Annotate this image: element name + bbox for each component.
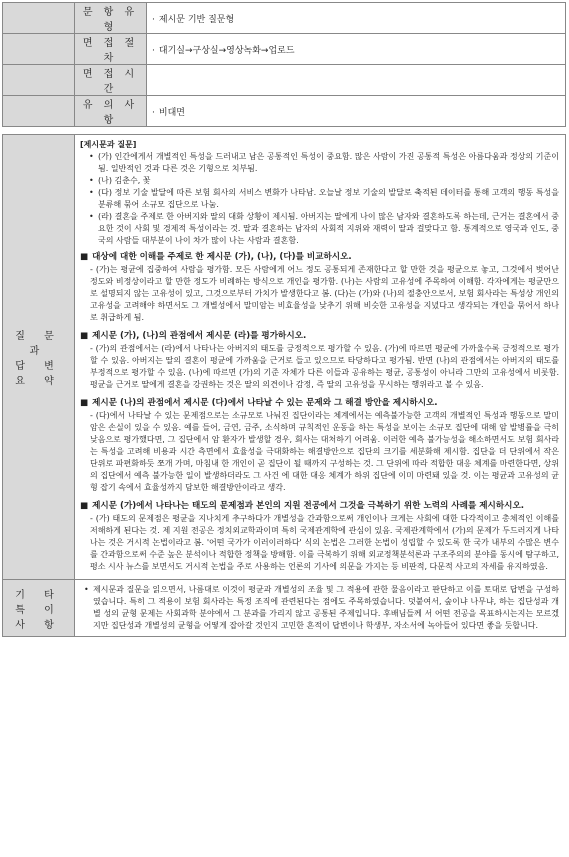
passage-item-text: (라) 결혼을 주제로 한 아버지와 딸의 대화 상황이 제시됨. 아버지는 딸에게 나이 많은 남자와 결혼하도록 하는데, 근거는 결혼에서 중요한 것이 사회 및 경제적 특성이라는 것. 딸과 결혼하는 남자의 사회적 지위와 재력이 딸과 걸맞다고 함. 통계적으로 영국과 인도, 중국의 사람들 대부분이 나이 차가 많이 나는 사람과 결혼함.: [98, 212, 559, 245]
notes-text: 비대면: [158, 107, 185, 118]
misc-item: [80, 584, 559, 632]
question-4-answer: - (가) 태도의 문제점은 평균을 지나치게 추구하다가 개별성을 간과함으로써 개인이나 크게는 사회에 대한 다각적이고 총체적인 이해를 저해하게 된다는 것. 제 지원 전공은 정치외교학과이며 특히 국제관계학에 관심이 있음. 국제관계학에서 (가)의 문제가 두드러지게 나타나는 것은 거시적 논법이라고 봄. '어떤 국가가 이러이러하다' 식의 논법은 그러한 논법이 성립할 수 있도록 한 국가 내부의 수많은 변수를 간과함으로써 수준 높은 분석이나 적합한 정책을 방해함. 이를 극복하기 위해 외교정책분석론과 구조주의의 분야를 동시에 탐구하고, 평소 시사 뉴스를 보면서도 거시적 논법을 주로 사용하는 언론의 기사에 의문을 가지는 등 비판적, 다문적 사고의 자세를 유지하였음.: [90, 514, 559, 571]
misc-label-line2: 특 이 사 항: [15, 604, 62, 631]
passage-title: [제시문과 질문]: [80, 140, 137, 149]
passage-item-text: (가) 인간에게서 개별적인 특성을 드러내고 남은 공통적인 특성이 중요함. 많은 사람이 가진 공통적 특성은 아름다움과 정상의 기준이 됨. 일반적인 것과 다른 것은 기형으로 치부됨.: [98, 152, 559, 173]
passage-item: [80, 187, 559, 211]
question-type-text: 제시문 기반 질문형: [158, 14, 235, 25]
bullet: •: [89, 188, 94, 197]
misc-text: 제시문과 질문을 읽으면서, 나름대로 이것이 평균과 개별성의 조율 및 그 적용에 관한 물음이라고 판단하고 이를 토대로 답변을 구성하였습니다. 특히 그 적용이 보험 회사라는 특정 조직에 관련된다는 점에도 주목하였습니다. 덧붙여서, 숲이냐 나무냐, 하는 집단성과 개별 성의 균형 문제는 사회과학 분야에서 그 분과를 가리지 않고 공통된 주제입니다. 후배님들께 서 어떤 전공을 목표하시는지는 모르겠지만 집단성과 개별성의 균형을 어떻게 잡아갈 것인지 고민한 흔적이 답변이나 학생부, 자소서에 녹아들어 있다면 좋을 듯합니다.: [93, 585, 559, 630]
question-4-text: 제시문 (가)에서 나타나는 태도의 문제점과 본인의 지원 전공에서 그것을 극복하기 위한 노력의 사례를 제시하시오.: [92, 501, 525, 511]
blank-cell: [3, 65, 75, 96]
label-notes: 유 의 사 항: [75, 96, 147, 127]
question-1-title: [80, 251, 559, 264]
section-label-line2: 답 변 요 약: [15, 361, 62, 387]
blank-cell: [3, 96, 75, 127]
square-icon: ■: [80, 398, 89, 408]
spacer-row: [3, 127, 566, 135]
square-icon: ■: [80, 252, 89, 262]
blank-cell: [3, 3, 75, 34]
row-interview-time: [3, 65, 566, 96]
section-label-line1: 질 문 과: [15, 331, 62, 357]
row-questions-answers: [3, 135, 566, 580]
blank-cell: [3, 34, 75, 65]
question-1-answer: - (가)는 평균에 집중하여 사람을 평가함. 모든 사람에게 어느 정도 공통되게 존재한다고 할 만한 것을 평균으로 놓고, 그것에서 벗어난 정도와 비정상이라고 할 만한 정도가 비례하는 방식으로 개인을 평가함. (나)는 사람의 고유성에 주목하여 이해함. 각자에게는 평균만으로 설명되지 않는 고유성이 있고, 그것으로부터 가치가 발생한다고 봄. (다)는 (가)와 (나)의 절충안으로서, 보험 회사라는 특성상 개인의 고유성을 고려해야 하면서도 그 개별성에서 말미암는 비효율성을 낮추기 위해 비슷한 고유성을 지녔다고 생각되는 개인을 묶어서 하나로 취급하게 됨.: [90, 265, 559, 322]
bullet: ·: [152, 107, 155, 118]
bullet: •: [84, 585, 89, 594]
label-misc: [3, 580, 75, 637]
bullet: •: [89, 176, 94, 185]
label-interview-time: 면 접 시 간: [75, 65, 147, 96]
value-interview-time: [147, 65, 566, 96]
bullet: •: [89, 212, 94, 221]
question-1-text: 대상에 대한 이해를 주제로 한 제시문 (가), (나), (다)를 비교하시오.: [92, 252, 352, 262]
label-interview-procedure: 면 접 절 차: [75, 34, 147, 65]
misc-content: [75, 580, 566, 637]
interview-record-table: [2, 2, 566, 637]
bullet: ·: [152, 45, 155, 56]
question-2-title: [80, 330, 559, 343]
row-interview-procedure: [3, 34, 566, 65]
bullet: •: [89, 152, 94, 161]
question-3-title: [80, 397, 559, 410]
interview-procedure-text: 대기실→구상실→영상녹화→업로드: [158, 45, 295, 56]
question-4-title: [80, 500, 559, 513]
question-2-text: 제시문 (가), (나)의 관점에서 제시문 (라)를 평가하시오.: [92, 331, 307, 341]
label-questions-answers: [3, 135, 75, 580]
passage-item-text: (다) 정보 기술 발달에 따른 보험 회사의 서비스 변화가 나타남. 오늘날 정보 기술의 발달로 축적된 데이터를 통해 고객의 행동 특성을 분류해 묶어 소규모 집단으로 나눔.: [98, 188, 559, 209]
square-icon: ■: [80, 331, 89, 341]
misc-label-line1: 기 타: [15, 589, 62, 601]
question-3-answer: - (다)에서 나타날 수 있는 문제점으로는 소규모로 나눠진 집단이라는 체계에서는 예측불가능한 고객의 개별적인 특성과 행동으로 말미암은 손실이 있을 수 있음. 예를 들어, 금연, 금주, 소식하며 규칙적인 운동을 하는 특성을 보이는 소규모 집단에 대해 암 발병률을 극히 낮음으로 평가했다면, 그 집단에서 암 환자가 발생할 경우, 회사는 대처하기 어려움. 이러한 예측 불가능성을 해소하면서도 보험 회사라는 특성을 고려해 비용과 시간 측면에서 효율성을 극대화하는 해결방안으로 집단의 크기를 세분화해 제시함. 집단을 더 단위에서 작은 단위로 파편화하듯 쪼개 가며, 마침내 한 개인이 곧 집단이 될 때까지 구성하는 것. 그 단위에 따라 적합한 대응 체계를 마련한다면, 상위의 집단에서 예측 불가능한 일이 발생하더라도 그 사건 에 대한 대응 체계가 하위 집단에 이미 마련돼 있을 것. 이는 평균과 고유성의 균형 잡기 속에서 효율성까지 담보한 해결방안이라고 생각.: [90, 411, 559, 492]
questions-answers-content: [75, 135, 566, 580]
row-question-type: [3, 3, 566, 34]
passage-item: [80, 151, 559, 175]
value-notes: [147, 96, 566, 127]
passage-item: [80, 211, 559, 247]
value-question-type: [147, 3, 566, 34]
passage-list: [80, 151, 559, 247]
value-interview-procedure: [147, 34, 566, 65]
passage-item-text: (나) 김춘수, 꽃: [98, 176, 151, 185]
passage-item: [80, 175, 559, 187]
label-question-type: 문 항 유 형: [75, 3, 147, 34]
question-3-text: 제시문 (나)의 관점에서 제시문 (다)에서 나타날 수 있는 문제와 그 해결 방안을 제시하시오.: [92, 398, 438, 408]
square-icon: ■: [80, 501, 89, 511]
row-misc: [3, 580, 566, 637]
question-2-answer: - (가)의 관점에서는 (라)에서 나타나는 아버지의 태도를 긍정적으로 평가할 수 있음. (가)에 따르면 평균에 가까울수록 긍정적으로 평가할 수 있음. 아버지는 딸의 결혼이 평균에 가까움을 근거로 들고 있으므로 타당하다고 평가됨. 반면 (나)의 관점에서는 아버지의 태도를 부정적으로 평가할 수 있음. (나)에 따르면 (가)의 기준 자체가 다른 이들과 공유하는 평균, 공통성이 아니라 그만의 고유성에서 비롯함. 평균을 근거로 딸에게 결혼을 강권하는 것은 딸의 의견이나 감정, 즉 딸의 고유성을 무시하는 행위라고 볼 수 있음.: [90, 344, 559, 389]
row-notes: [3, 96, 566, 127]
bullet: ·: [152, 14, 155, 25]
spacer-cell: [3, 127, 566, 135]
